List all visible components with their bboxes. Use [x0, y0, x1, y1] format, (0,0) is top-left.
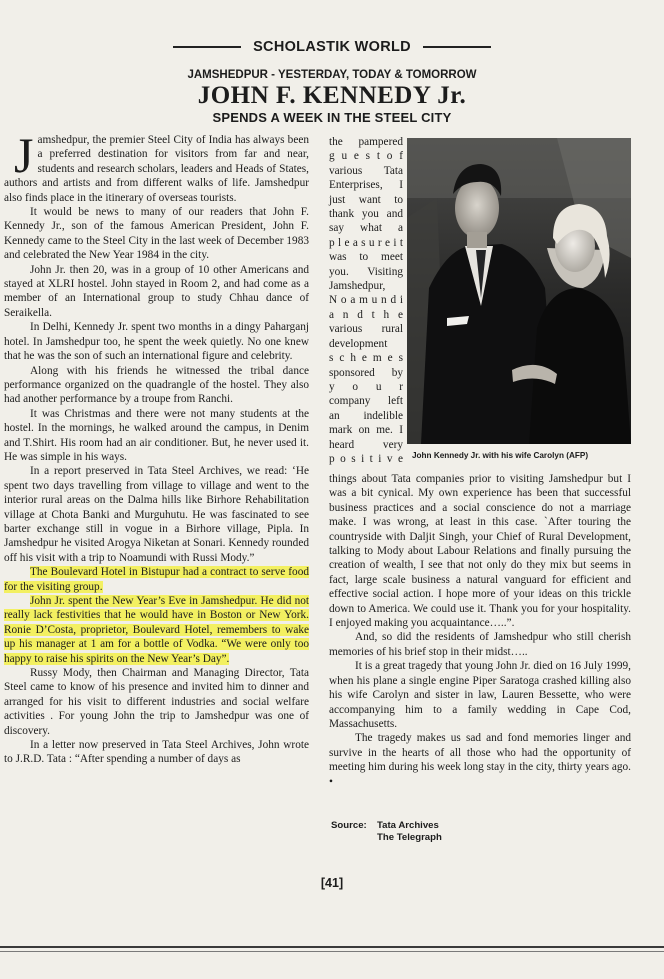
paragraph: Jamshedpur, the premier Steel City of India has always been a preferred destination for visitors from far and near, students and research scholars, leaders and Heads of States, authors and artists and from different walks of life. Jamshedpur also finds place in the itinerary of overseas tourists. [4, 127, 309, 204]
source-credit [331, 820, 442, 844]
paragraph: And, so did the residents of Jamshedpur who still cherish memories of his brief stop in their midst….. [329, 631, 631, 658]
masthead-rule-right [423, 46, 491, 48]
narrow-line: g u e s t o f [329, 150, 403, 163]
page-number: [41] [320, 876, 344, 890]
subhead: SPENDS A WEEK IN THE STEEL CITY [212, 110, 452, 125]
narrow-line: various rural [329, 323, 403, 336]
masthead-title: SCHOLASTIK WORLD [253, 39, 411, 56]
narrow-line: s c h e m e s [329, 352, 403, 365]
paragraph: In a letter now preserved in Tata Steel Archives, John wrote to J.R.D. Tata : “After spending a number of days as [4, 739, 309, 766]
highlighted-paragraph: The Boulevard Hotel in Bistupur had a contract to serve food for the visiting group. [4, 566, 309, 593]
narrow-line: a n d t h e [329, 308, 403, 321]
narrow-line: you. Visiting [329, 265, 403, 278]
narrow-line: development [329, 337, 388, 350]
paragraph: It would be news to many of our readers that John F. Kennedy Jr., son of the famous American President, John F. Kennedy came to the Steel City in the last week of December 1983 and celebrated the New Year 1984 in the city. [4, 206, 309, 262]
narrow-line: just want to [329, 193, 403, 206]
narrow-line: p l e a s u r e i t [329, 236, 403, 249]
paragraph: Russy Mody, then Chairman and Managing Director, Tata Steel came to know of his presence and invited him to dinner and arranged for his visit to different industries and social welfare activities . For young John the trip to Jamshedpur was one of discovery. [4, 667, 309, 737]
kennedy-photo [407, 138, 631, 444]
left-column [4, 127, 309, 767]
paragraph: The tragedy makes us sad and fond memories linger and survive in the hearts of all those who had the opportunity of meeting him during his week long stay in the city, thirty years ago. • [329, 732, 631, 788]
narrow-line: say what a [329, 222, 403, 235]
kicker: JAMSHEDPUR - YESTERDAY, TODAY & TOMORROW [187, 69, 477, 81]
paragraph: It is a great tragedy that young John Jr. died on 16 July 1999, when his plane a single engine Piper Saratoga crashed killing also his wife Carolyn and sister in law, Lauren Bessette, who were accompanying him to a family wedding in Cape Cod, Massachusetts. [329, 660, 631, 730]
narrow-line: company left [329, 395, 403, 408]
masthead-rule-left [173, 46, 241, 48]
narrow-line: mark on me. I [329, 424, 403, 437]
source-label: Source: [331, 820, 367, 831]
bottom-rule [0, 946, 664, 948]
paragraph: In a report preserved in Tata Steel Archives, we read: ‘He spent two days travelling from village to village and went to the interior rural areas on the Dalma hills like Birhore Rehabilitation village at Chota Banki and Murguhutu. He was fascinated to see barter exchange still in vogue in a Birhore village, Pipla. In Jamshedpur he visited Arogya Niketan at Sonari. Kennedy rounded off his visit with a trip to Noamundi with Russi Mody.” [4, 465, 309, 564]
narrow-line: thank you and [329, 208, 403, 221]
narrow-line: Enterprises, I [329, 179, 403, 192]
narrow-line: y o u r [329, 380, 403, 393]
highlighted-paragraph: John Jr. spent the New Year’s Eve in Jamshedpur. He did not really lack festivities that he would have in Boston or New York. Ronie D’Costa, proprietor, Boulevard Hotel, remembers to wake up his manager at 1 am for a bottle of Vodka. “We were only too happy to raise his spirits on the New Year’s Day”. [4, 595, 309, 665]
narrow-line: various Tata [329, 164, 403, 177]
narrow-line: N o a m u n d i [329, 294, 403, 307]
paragraph: In Delhi, Kennedy Jr. spent two months in a dingy Paharganj hotel. In Jamshedpur too, he spent the week quietly. No one knew that he was the son of such an international figure and celebrity. [4, 321, 309, 363]
narrow-line: Jamshedpur, [329, 280, 386, 293]
paragraph: things about Tata companies prior to visiting Jamshedpur but I was a bit cynical. My own experience has been that successful business practices and a social conscience do not a marriage make. I was wrong, at least in this case. `After touring the countryside with Daljit Singh, your Chief of Rural Development, talking to Mody about Labour Relations and finally pursuing the creation of wealth, I see that not only do they mix but seems in fact, large scale business a natural vanguard for efficient and effective social action. I hope more of your ideas on this trickle down to America. We could use it. Thank you for your hospitality. I enjoyed making you acquaintance…..”. [329, 473, 631, 630]
paragraph: John Jr. then 20, was in a group of 10 other Americans and stayed at XLRI hostel. John stayed in Room 2, and had come as a member of an International group to study Chhau dance of Seraikella. [4, 263, 309, 319]
right-column [329, 472, 631, 789]
bottom-rule-thin [0, 951, 664, 952]
masthead [0, 38, 664, 56]
drop-cap: J [14, 127, 34, 183]
photo-caption: John Kennedy Jr. with his wife Carolyn (AFP) [412, 451, 589, 460]
narrow-line: an indelible [329, 409, 403, 422]
narrow-line: heard very [329, 438, 403, 451]
narrow-line: was to meet [329, 251, 403, 264]
photo-illustration [407, 138, 631, 444]
narrow-line: p o s i t i v e [329, 452, 403, 465]
narrow-line: sponsored by [329, 366, 403, 379]
paragraph: Along with his friends he witnessed the tribal dance performance organized on the quadrangle of the hostel. They also had another performance by a troupe from Ranchi. [4, 364, 309, 406]
source-line-2: The Telegraph [377, 832, 442, 843]
paragraph: It was Christmas and there were not many students at the hostel. In the mornings, he walked around the campus, in Denim and T.Shirt. His room had an air conditioner. But, he never used it. He was simple in his ways. [4, 407, 309, 463]
source-line-1: Tata Archives [377, 820, 439, 831]
narrow-column [329, 135, 403, 466]
narrow-line: the pampered [329, 136, 403, 148]
headline: JOHN F. KENNEDY Jr. [197, 82, 467, 109]
